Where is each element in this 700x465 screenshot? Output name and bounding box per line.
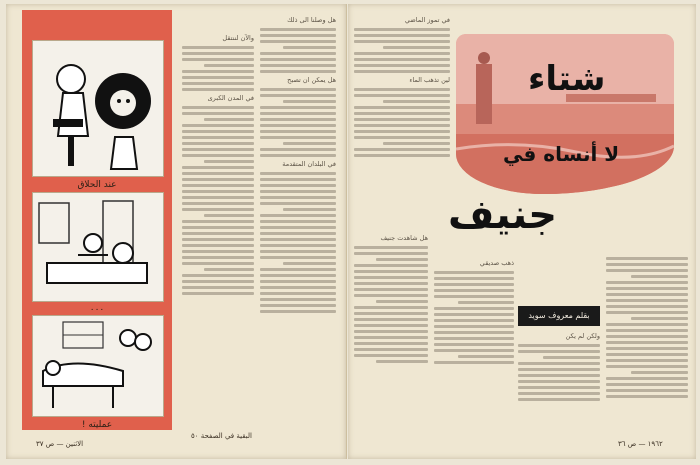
continued-note: البقية في الصفحة ٥٠ xyxy=(191,432,252,440)
column-snippet: لين تذهب الماء xyxy=(409,76,450,84)
title-line-3: جنيف xyxy=(448,192,558,238)
right-page xyxy=(348,4,696,459)
caption-3: عمليته ! xyxy=(81,420,113,430)
text-column-1 xyxy=(182,34,254,424)
column-snippet: ولكن لم يكن xyxy=(565,332,600,340)
column-snippet: في البلدان المتقدمة xyxy=(282,160,336,168)
text-column-a xyxy=(354,234,428,429)
text-column-d xyxy=(606,254,688,432)
geneva-photo xyxy=(456,34,674,194)
column-snippet: والآن لننتقل xyxy=(222,34,254,42)
page-footer-left: الاثنين — ص ٣٧ xyxy=(36,440,84,448)
title-line-2: لا أنساه في xyxy=(503,142,620,166)
caption-1: عند الحلاق xyxy=(77,180,117,190)
text-column-c xyxy=(518,332,600,432)
column-snippet: ذهب صديقي xyxy=(479,259,514,267)
caption-2: ٠٠٠ xyxy=(89,305,105,315)
column-snippet: في تموز الماضي xyxy=(404,16,450,24)
author-byline: بقلم معروف سويد xyxy=(518,306,600,326)
cartoon-barber xyxy=(32,40,164,177)
cartoon-surgery xyxy=(32,315,164,417)
text-column-b xyxy=(434,259,514,429)
column-snippet: هل يمكن ان تصبح xyxy=(287,76,336,84)
magazine-spread xyxy=(6,4,696,459)
text-column-top xyxy=(354,16,450,216)
cartoon-hospital xyxy=(32,192,164,302)
column-snippet: هل شاهدت جنيف xyxy=(380,234,428,242)
left-page xyxy=(6,4,347,459)
column-snippet: في المدن الكبرى xyxy=(207,94,254,102)
page-footer-right: ١٩٦٢ — ص ٣٦ xyxy=(618,440,663,448)
text-column-2 xyxy=(260,16,336,416)
cartoon-strip xyxy=(22,10,172,430)
column-snippet: هل وصلنا الى ذلك xyxy=(287,16,336,24)
title-line-1: شتاء xyxy=(528,59,606,99)
